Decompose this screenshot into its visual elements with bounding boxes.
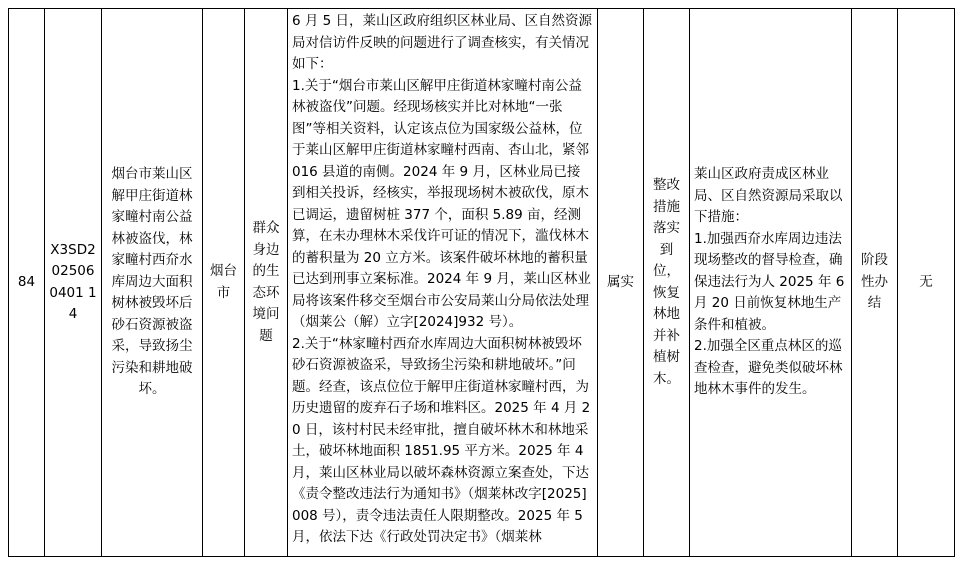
complaint-table <box>8 8 955 557</box>
investigation-text <box>292 11 593 556</box>
city-cell: 烟台市 <box>203 9 245 557</box>
investigation-cell <box>288 9 598 557</box>
accountability-cell: 无 <box>898 9 955 557</box>
investigation-intro: 6 月 5 日，莱山区政府组织区林业局、区自然资源局对信访件反映的问题进行了调查核实，有关情况如下： <box>292 13 593 72</box>
verdict-cell: 属实 <box>598 9 644 557</box>
measures-cell <box>690 9 852 557</box>
measures-intro: 莱山区政府责成区林业局、区自然资源局采取以下措施： <box>694 166 843 226</box>
investigation-item-2: 2.关于“林家疃村西夼水库周边大面积树林被毁坏砂石资源被盗采，导致扬尘污染和耕地破坏。”问题。经查，该点位位于解甲庄街道林家疃村西，为历史遗留的废弃石子场和堆料区。2025 年 4 月 20 日，该村村民未经审批，擅自破坏林木和林地采土，破坏林地面积 1851.95 平方米。2025 年 4 月，莱山区林业局以破坏森林资源立案查处，下达《责令整改违法行为通知书》（烟莱林改字[2025]008 号），责令违法责任人限期整改。2025 年 5 月，依法下达《行政处罚决定书》（烟莱林 <box>292 335 591 545</box>
table-row <box>9 9 955 557</box>
measures-item-1: 1.加强西夼水库周边违法现场整改的督导检查，确保违法行为人 2025 年 6 月 20 日前恢复林地生产条件和植被。 <box>694 230 845 333</box>
category-cell: 群众身边的生态环境问题 <box>245 9 288 557</box>
seq-cell: 84 <box>9 9 45 557</box>
investigation-item-1: 1.关于“烟台市莱山区解甲庄街道林家疃村南公益林被盗伐”问题。经现场核实并比对林地“一张图”等相关资料，认定该点位为国家级公益林，位于莱山区解甲庄街道林家疃村西南、杏山北，紧邻 016 县道的南侧。2024 年 9 月，区林业局已接到相关投诉，经核实，举报现场树木被砍伐，原木已调运，遗留树桩 377 个，面积 5.89 亩，经测算，在未办理林木采伐许可证的情况下，滥伐林木的蓄积量为 20 立方米。该案件破坏林地的蓄积量已达到刑事立案标准。2024 年 9 月，莱山区林业局将该案件移交至烟台市公安局莱山分局依法处理（烟莱公（解）立字[2024]932 号）。 <box>292 77 591 330</box>
code-cell: X3SD2025060401 14 <box>45 9 102 557</box>
measures-item-2: 2.加强全区重点林区的巡查检查，避免类似破坏林地林木事件的发生。 <box>694 338 843 398</box>
rectification-cell: 整改措施落实到位，恢复林地并补植树木。 <box>644 9 690 557</box>
location-description-cell: 烟台市莱山区解甲庄街道林家疃村南公益林被盗伐，林家疃村西夼水库周边大面积树林被毁坏后砂石资源被盗采，导致扬尘污染和耕地破坏。 <box>102 9 203 557</box>
status-cell: 阶段性办结 <box>852 9 898 557</box>
